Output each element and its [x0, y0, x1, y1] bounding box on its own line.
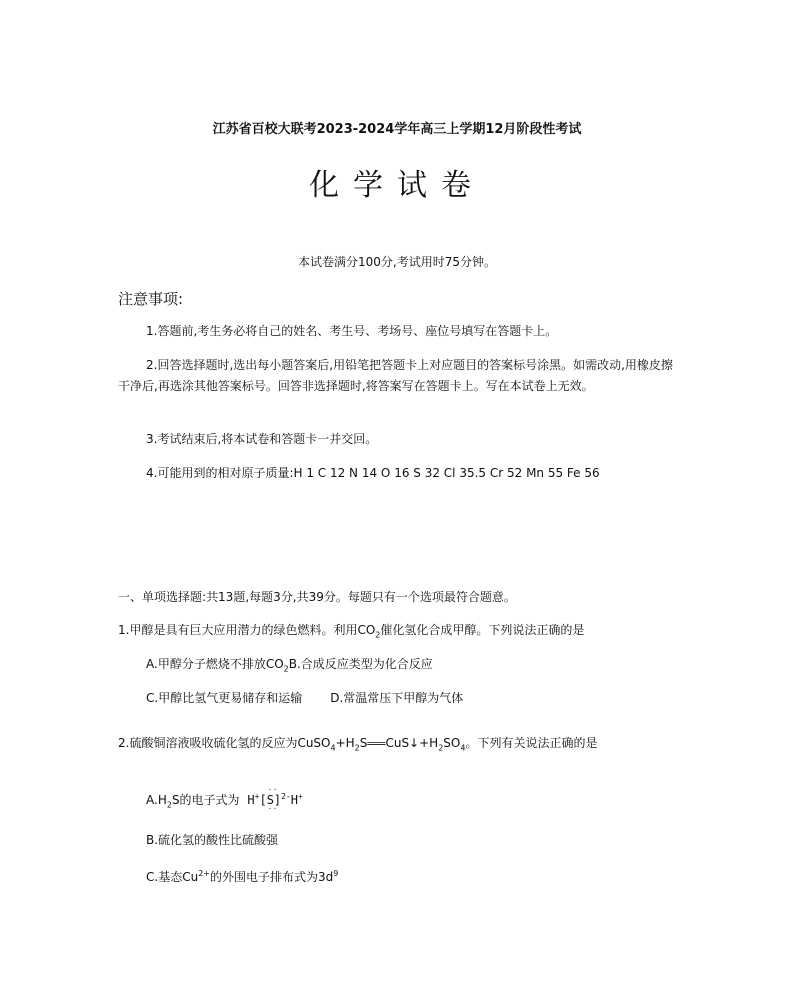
notice-item-3: 3.考试结束后,将本试卷和答题卡一并交回。: [146, 432, 378, 446]
q1-option-d: D.常温常压下甲醇为气体: [330, 691, 464, 705]
q1-option-b: B.合成反应类型为化合反应: [288, 657, 433, 671]
question-1-options-cd: [146, 688, 463, 709]
q2-option-b: B.硫化氢的酸性比硫酸强: [146, 833, 279, 847]
q1-option-a: A.甲醇分子燃烧不排放$CO_2$: [146, 657, 289, 674]
page-title: 化学试卷: [309, 168, 485, 203]
notice-heading: 注意事项:: [118, 290, 184, 308]
electron-formula: H+[ ·· S ·· ]$^{2-}$H+: [247, 786, 303, 813]
lone-pair-top: ··: [267, 786, 279, 794]
lone-pair-bottom: ··: [267, 805, 279, 813]
q2-option-c: C.基态$Cu^{2+}$的外围电子排布式为$3d^9$: [146, 869, 339, 884]
question-1-stem: 1.甲醇是具有巨大应用潜力的绿色燃料。利用$CO_2$催化氢化合成甲醇。下列说法正确的是: [118, 623, 585, 640]
q2-option-a: $A.H_2S$的电子式为 H+[ ·· S ·· ]$^{2-}$H+: [146, 786, 303, 813]
q1-option-c: C.甲醇比氢气更易储存和运输: [146, 691, 303, 705]
notice-item-1: 1.答题前,考生务必将自己的姓名、考生号、考场号、座位号填写在答题卡上。: [146, 324, 558, 338]
score-note: 本试卷满分100分,考试用时75分钟。: [298, 255, 496, 269]
section-heading: 一、单项选择题:共13题,每题3分,共39分。每题只有一个选项最符合题意。: [118, 590, 516, 604]
notice-item-2: 2.回答选择题时,选出每小题答案后,用铅笔把答题卡上对应题目的答案标号涂黑。如需改动,用橡皮擦干净后,再选涂其他答案标号。回答非选择题时,将答案写在答题卡上。写在本试卷上无效。: [118, 358, 673, 393]
question-2-stem: 2.硫酸铜溶液吸收硫化氢的反应为$CuSO_4+H_2S═══CuS↓+H_2SO_4$。下列有关说法正确的是: [118, 736, 598, 753]
exam-subtitle: 江苏省百校大联考2023-2024学年高三上学期12月阶段性考试: [212, 122, 582, 137]
notice-item-4: 4.可能用到的相对原子质量:H 1 C 12 N 14 O 16 S 32 Cl 35.5 Cr 52 Mn 55 Fe 56: [146, 466, 600, 480]
question-1-options-ab: [146, 654, 433, 679]
reaction-equals-sign: ═══: [367, 739, 386, 750]
